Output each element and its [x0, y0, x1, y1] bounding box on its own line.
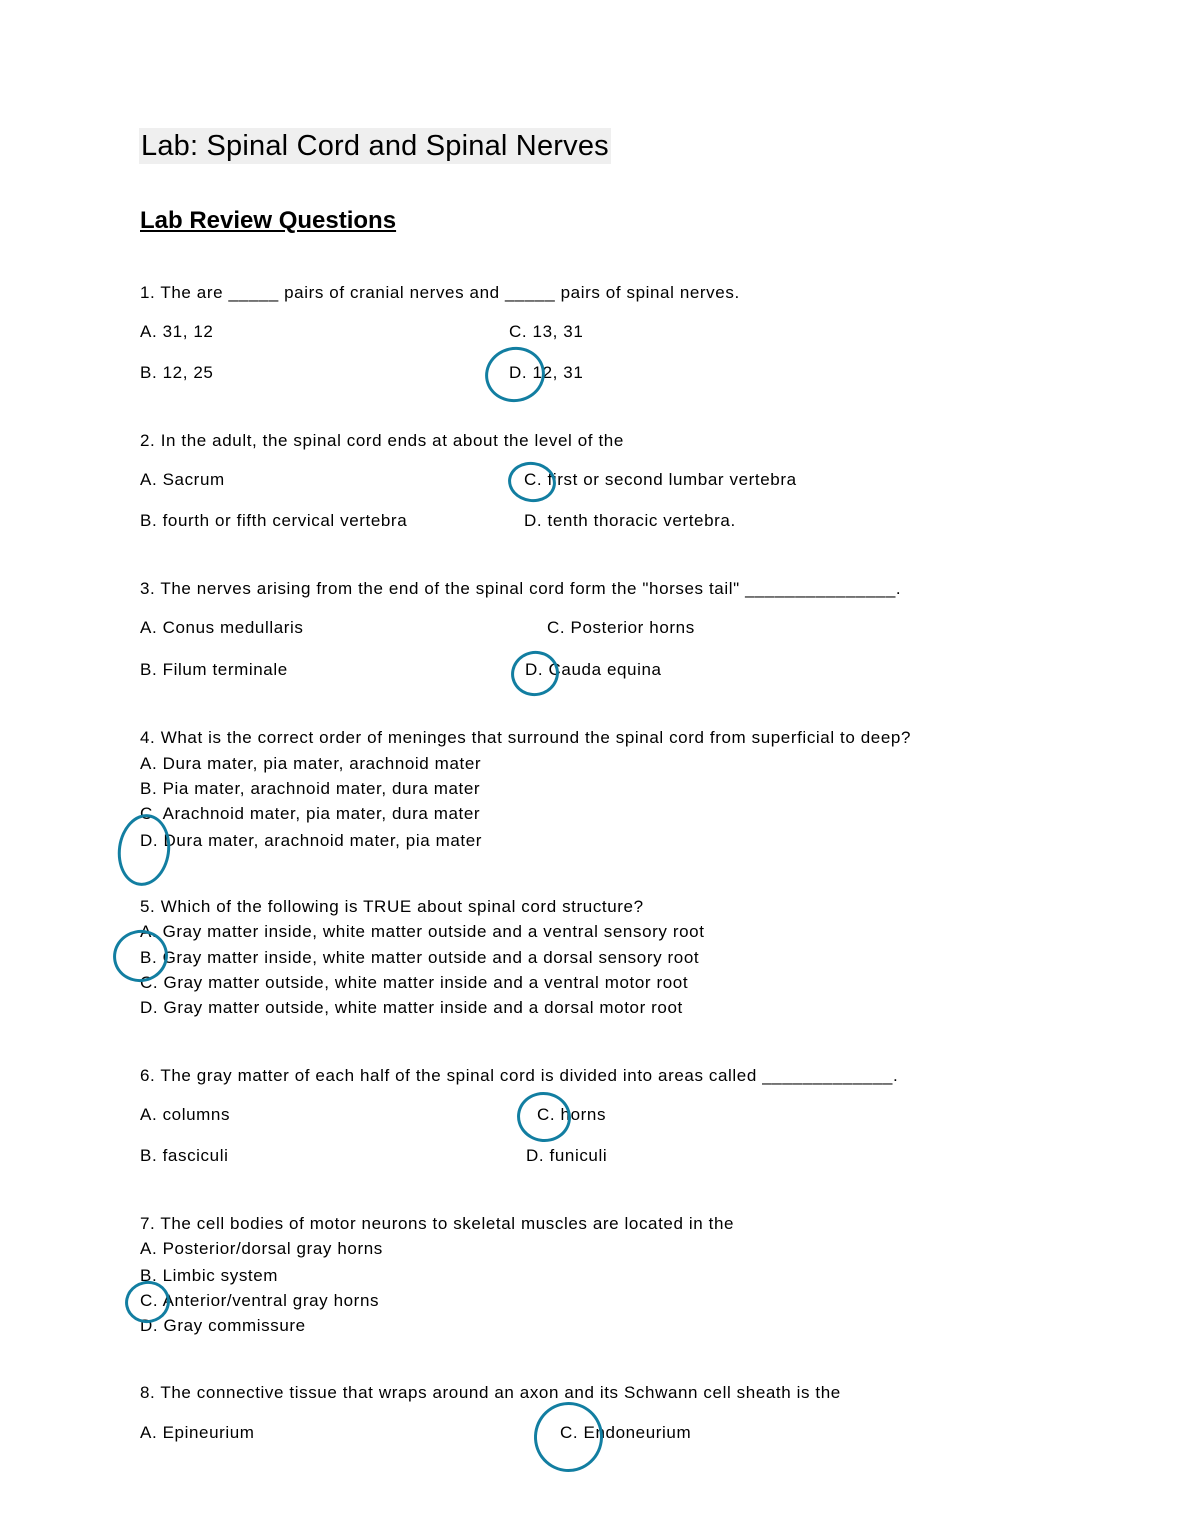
question-8-option-c: C. Endoneurium [560, 1423, 692, 1442]
question-3-option-b: B. Filum terminale [140, 660, 288, 679]
question-2-option-a: A. Sacrum [140, 470, 225, 489]
answer-circle-q8 [529, 1398, 607, 1477]
question-6-option-d: D. funiculi [526, 1146, 608, 1165]
question-5-option-c: C. Gray matter outside, white matter inside and a ventral motor root [140, 973, 689, 992]
section-title: Lab Review Questions [140, 207, 397, 234]
question-2-option-b: B. fourth or fifth cervical vertebra [140, 511, 408, 530]
question-1-option-d: D. 12, 31 [509, 363, 584, 382]
question-4-stem: 4. What is the correct order of meninges that surround the spinal cord from superficial to deep? [140, 728, 912, 747]
question-2-option-d: D. tenth thoracic vertebra. [524, 511, 736, 530]
question-4-option-a: A. Dura mater, pia mater, arachnoid mater [140, 754, 482, 773]
question-4-option-c: C. Arachnoid mater, pia mater, dura mater [140, 804, 481, 823]
answer-circle-q3 [507, 647, 563, 701]
question-5-option-a: A. Gray matter inside, white matter outside and a ventral sensory root [140, 922, 705, 941]
question-6-option-c: C. horns [537, 1105, 607, 1124]
question-2-stem: 2. In the adult, the spinal cord ends at about the level of the [140, 431, 624, 450]
question-8-stem: 8. The connective tissue that wraps around an axon and its Schwann cell sheath is the [140, 1383, 841, 1402]
answer-circle-q6 [514, 1088, 574, 1145]
question-3-option-c: C. Posterior horns [547, 618, 695, 637]
question-2-option-c: C. first or second lumbar vertebra [524, 470, 797, 489]
question-6-option-a: A. columns [140, 1105, 231, 1124]
question-7-option-a: A. Posterior/dorsal gray horns [140, 1239, 383, 1258]
question-3-stem: 3. The nerves arising from the end of the spinal cord form the "horses tail" _______________. [140, 579, 902, 598]
question-8-option-a: A. Epineurium [140, 1423, 255, 1442]
question-4-option-b: B. Pia mater, arachnoid mater, dura mater [140, 779, 481, 798]
question-4-option-d: D. Dura mater, arachnoid mater, pia mater [140, 831, 483, 850]
question-7-stem: 7. The cell bodies of motor neurons to skeletal muscles are located in the [140, 1214, 735, 1233]
answer-circle-q2 [505, 459, 558, 505]
question-1-option-c: C. 13, 31 [509, 322, 584, 341]
question-1-option-a: A. 31, 12 [140, 322, 214, 341]
question-7-option-b: B. Limbic system [140, 1266, 279, 1285]
page-title: Lab: Spinal Cord and Spinal Nerves [141, 130, 609, 162]
question-6-option-b: B. fasciculi [140, 1146, 229, 1165]
question-5-option-d: D. Gray matter outside, white matter inside and a dorsal motor root [140, 998, 683, 1017]
question-1-stem: 1. The are _____ pairs of cranial nerves and _____ pairs of spinal nerves. [140, 283, 740, 302]
question-3-option-d: D. Cauda equina [525, 660, 662, 679]
question-5-stem: 5. Which of the following is TRUE about spinal cord structure? [140, 897, 644, 916]
question-5-option-b: B. Gray matter inside, white matter outside and a dorsal sensory root [140, 948, 700, 967]
question-7-option-d: D. Gray commissure [140, 1316, 306, 1335]
question-3-option-a: A. Conus medullaris [140, 618, 304, 637]
question-1-option-b: B. 12, 25 [140, 363, 214, 382]
question-7-option-c: C. Anterior/ventral gray horns [140, 1291, 380, 1310]
question-6-stem: 6. The gray matter of each half of the spinal cord is divided into areas called _____________. [140, 1066, 899, 1085]
answer-circle-q1 [480, 341, 550, 407]
